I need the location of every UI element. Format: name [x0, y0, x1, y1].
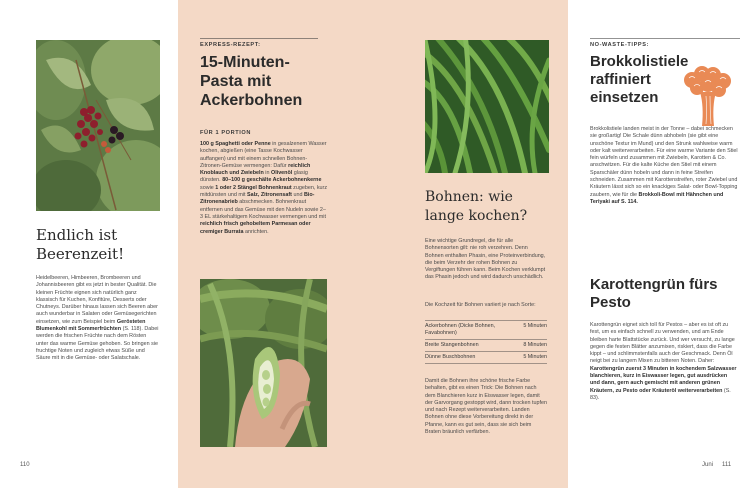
bean-variety: Dünne Buschbohnen [425, 354, 476, 360]
peach-panel [178, 0, 568, 488]
brokkoli-body [590, 126, 738, 206]
brokkoli-bold: Brokkoli-Bowl mit Hähnchen und Teriyaki auf S. 114. [590, 191, 724, 205]
recipe-part: anrichten. [243, 228, 269, 235]
right-page [568, 0, 750, 488]
karotten-part: (S. 83). [590, 387, 731, 401]
table-row [425, 352, 547, 364]
cooking-time: 5 Minuten [523, 354, 547, 360]
tips-rule [590, 38, 740, 39]
cooking-time: 8 Minuten [523, 342, 547, 348]
left-body-part: Heidelbeeren, Himbeeren, Brombeeren und Johannisbeeren gibt es jetzt in bester Qualität. Die kleinen Früchte eignen sich natürlich ganz klassisch für Kuchen, Konfitüre, Desserts oder Chutneys. Darüber hinaus lassen sich Beeren aber auch wunderbar in Salaten oder Gemüsegerichten einsetzen, wie zum Beispiel beim [36, 275, 158, 325]
brokkoli-part: Brokkolistiele landen meist in der Tonne – dabei schmecken sie großartig! Die Schale dünn abhobeln (sie gibt eine unschöne Textur im Mund) und den Strunk wahlweise warm oder kalt weiterverarbeiten. Für eine warme Variante den Stiel fein würfeln und zusammen mit Zwiebeln, Karotten & Co. anschwitzen. Für die kalte Küche den Stiel mit einem Sparschäler dünn hobeln und dann in feine Streifen schneiden. Zusammen mit Karottenstreifen, roter Zwiebel und Kräutern lässt sich so ein knackiges Salat- oder Bowl-Topping zaubern, wie für die [590, 126, 738, 198]
recipe-bold: reichlich frisch gehobeltem Parmesan oder cremiger Burrata [200, 221, 311, 235]
karotten-part: Karottengrün eignet sich toll für Pestos – aber es ist oft zu fest, um es einfach schnell zu verwenden, und am Ende bleiben harte Blattstücke zurück. Und wer versucht, zu lange gegen die festen Blätter anzumixen, riskiert, dass die Farbe kippt – und schlimmstenfalls auch der Geschmack. Denn Öl neigt bei zu langem Mixen zu bitteren Noten. Daher: [590, 322, 735, 365]
page-number-right: 111 [722, 462, 732, 468]
left-body-bold: Gerösteten Blumenkohl mit Sommerfrüchten [36, 318, 146, 333]
recipe-portion: FÜR 1 PORTION [200, 130, 251, 136]
recipe-part: in gesalzenem Wasser kochen, abgießen (eine Tasse Kochwasser auffangen) und mit einem schnellen Bohnen-Zitronen-Gemüse vermengen: Dafür [200, 141, 327, 169]
karotten-bold: Karottengrün zuerst 3 Minuten in kochendem Salzwasser blanchieren, kurz in Eiswasser legen, gut ausdrücken und dann, gern auch gemischt mit anderen grünen Kräutern, zu Pesto oder Kräuteröl weiterverarbeiten [590, 365, 737, 394]
karotten-title: Karottengrün fürs Pesto [590, 276, 718, 311]
recipe-rule [200, 38, 318, 39]
page-number-left: 110 [20, 462, 30, 468]
recipe-part: sowie [200, 184, 216, 191]
recipe-bold: 80–100 g geschälte Ackerbohnenkerne [222, 177, 322, 184]
cooking-time-table [425, 320, 547, 364]
berries-photo [36, 40, 160, 211]
green-beans-photo [425, 40, 549, 173]
karotten-body [590, 322, 738, 402]
beans-intro: Eine wichtige Grundregel, die für alle Bohnensorten gilt: nie roh verzehren. Denn Bohnen enthalten Phasin, eine Proteinverbindung, die beim Verzehr der rohen Bohnen zu Vergiftungen führen kann. Beim Kochen verklumpt das Phasin jedoch und wird dadurch unschädlich. [425, 238, 546, 281]
cooking-time: 5 Minuten [523, 323, 547, 329]
beans-title: Bohnen: wie lange kochen? [425, 189, 528, 224]
beans-outro: Damit die Bohnen ihre schöne frische Farbe behalten, gibt es einen Trick: Die Bohnen nach dem Blanchieren kurz in Eiswasser legen, damit der Garvorgang gestoppt wird, dann trocken tupfen und nach Rezept weiterverarbeiten. Landen Bohnen ohne diese Vorbereitung direkt in der Pfanne, kann es gut sein, dass sie sich beim Braten bräunlich verfärben. [425, 378, 547, 436]
recipe-bold: Bio-Zitronenabrieb [200, 192, 315, 206]
left-page-body [36, 275, 160, 363]
recipe-part: abschmecken. Bohnenkraut entfernen und das Gemüse mit den Nudeln sowie 2–3 EL stärkehaltigem Kochwasser vermengen und mit [200, 199, 326, 220]
recipe-title: 15-Minuten-Pasta mit Ackerbohnen [200, 54, 303, 109]
brokkoli-title: Brokkolistiele raffiniert einsetzen [590, 53, 689, 106]
bean-variety: Ackerbohnen (Dicke Bohnen, Favabohnen) [425, 323, 496, 336]
left-page [0, 0, 178, 488]
table-row [425, 321, 547, 340]
recipe-bold: reichlich Knoblauch und Zwiebeln [200, 162, 311, 177]
bean-variety: Breite Stangenbohnen [425, 342, 479, 348]
recipe-bold: Salz, Zitronensaft [247, 192, 292, 199]
beans-table-caption: Die Kochzeit für Bohnen variiert je nach Sorte: [425, 302, 536, 308]
recipe-bold: Olivenöl [271, 170, 293, 177]
left-page-title: Endlich ist Beerenzeit! [36, 226, 125, 263]
recipe-bold: 100 g Spaghetti oder Penne [200, 141, 271, 147]
broccoli-illustration [680, 66, 734, 132]
recipe-part: und [291, 192, 304, 199]
recipe-bold: 1 oder 2 Stängel Bohnenkraut [215, 184, 292, 191]
running-head: Juni [702, 462, 714, 468]
tips-kicker: NO-WASTE-TIPPS: [590, 42, 650, 48]
recipe-body [200, 141, 328, 236]
recipe-kicker: EXPRESS-REZEPT: [200, 42, 261, 48]
recipe-part: glasig dünsten. [200, 170, 308, 184]
left-body-part: (S. 118). Dabei werden die frischen Früchte nach dem Rösten unter das warme Gemüse gehoben. So bringen sie fruchtige Noten und zugleich etwas Süße und Säure mit in die Gemüse- oder Salatschale. [36, 326, 159, 362]
recipe-part: in [263, 170, 271, 177]
table-row [425, 340, 547, 352]
recipe-part: zugeben, kurz mitdünsten und mit [200, 184, 328, 199]
fava-beans-photo [200, 279, 327, 447]
